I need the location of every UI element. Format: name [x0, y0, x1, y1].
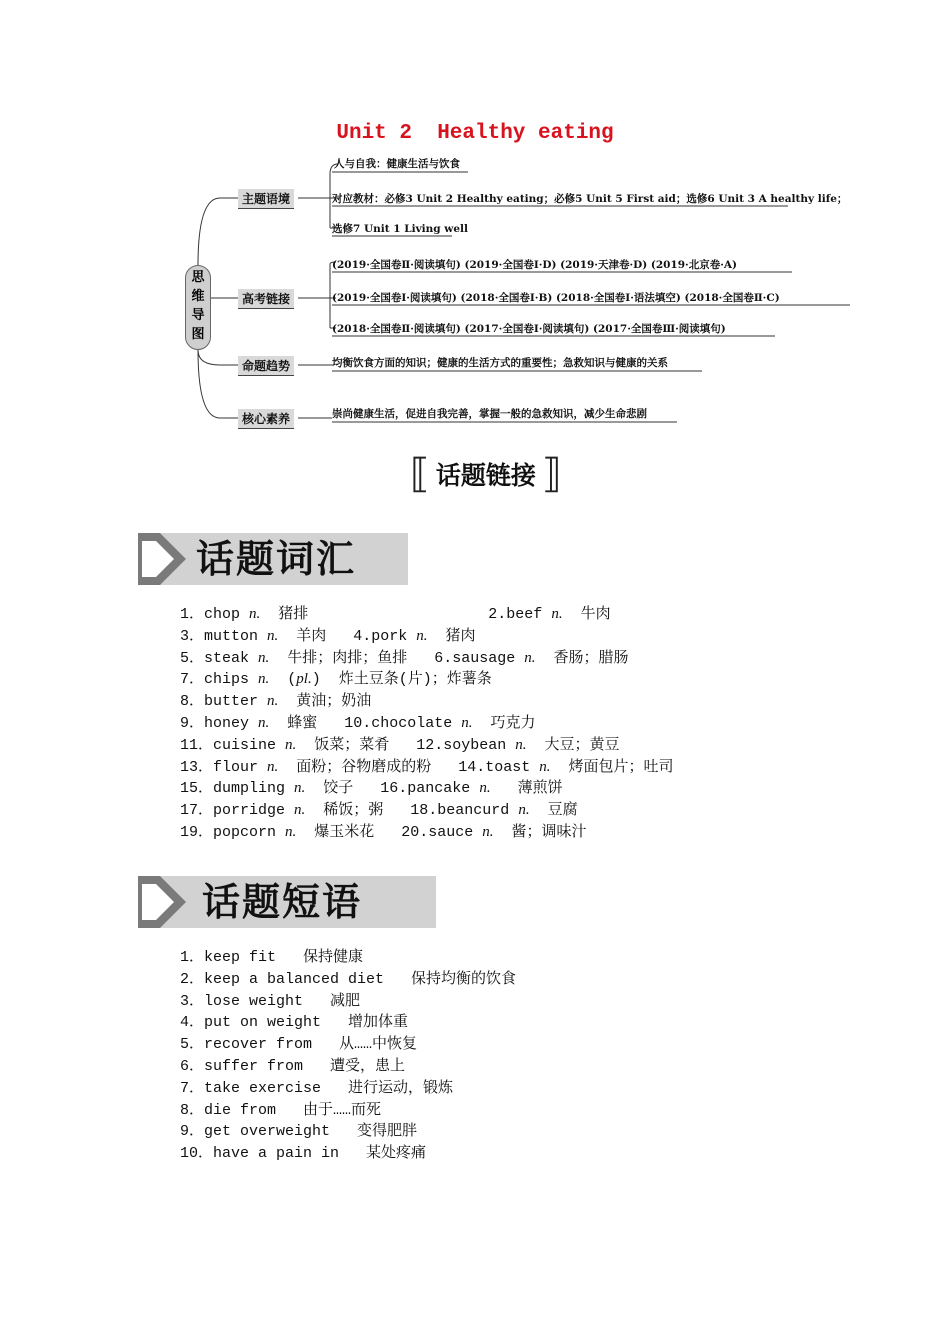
topic-link-label: 话题链接: [435, 461, 536, 490]
vocab-text: 巧克力: [472, 714, 536, 732]
branch-item: (2018·全国卷Ⅱ·阅读填句) (2017·全国卷Ⅰ·阅读填句) (2017·全国卷Ⅲ·阅读填句): [332, 323, 726, 335]
branch-trend: 命题趋势: [238, 356, 294, 376]
vocab-text: 猪排 2.beef: [260, 606, 552, 623]
vocab-text: 稀饭；粥 18.beancurd: [305, 802, 519, 820]
vocab-text: 薄煎饼: [490, 780, 563, 798]
vocab-item: [180, 778, 674, 800]
vocab-heading: 话题词汇: [196, 537, 357, 581]
phrase-banner: [138, 876, 436, 928]
part-of-speech: n.: [285, 736, 297, 753]
vocab-text: 1．chop: [180, 606, 250, 623]
vocab-item: [180, 713, 674, 735]
vocab-text: 豆腐: [529, 802, 578, 820]
vocab-text: ) 炸土豆条(片)；炸薯条: [311, 671, 492, 689]
phrase-list: [180, 947, 516, 1165]
phrase-item: 4．put on weight 增加体重: [180, 1014, 409, 1032]
vocab-item: [180, 648, 674, 670]
part-of-speech: n.: [479, 780, 491, 797]
branch-item: (2019·全国卷Ⅰ·阅读填句) (2018·全国卷Ⅰ·B) (2018·全国卷Ⅰ·语法填空) (2018·全国卷Ⅱ·C): [332, 292, 780, 304]
vocab-text: 蜂蜜 10.chocolate: [269, 714, 462, 732]
vocab-item: [180, 800, 674, 822]
vocab-text: 19．popcorn: [180, 823, 286, 841]
vocab-list: [180, 604, 674, 844]
vocab-text: 面粉；谷物磨成的粉 14.toast: [278, 758, 540, 776]
branch-item: 崇尚健康生活，促进自我完善，掌握一般的急救知识，减少生命悲剧: [332, 408, 647, 420]
vocab-text: 爆玉米花 20.sauce: [296, 823, 483, 841]
part-of-speech: n.: [461, 714, 473, 731]
part-of-speech: n.: [515, 736, 527, 753]
part-of-speech: n.: [416, 627, 428, 644]
vocab-text: 3．mutton: [180, 627, 268, 645]
phrase-item: 10．have a pain in 某处疼痛: [180, 1145, 427, 1163]
phrase-heading: 话题短语: [202, 880, 363, 924]
vocab-text: 11．cuisine: [180, 736, 286, 754]
vocab-text: 牛排；肉排；鱼排 6.sausage: [269, 649, 525, 667]
branch-topic-context: 主题语境: [238, 189, 294, 209]
part-of-speech: n.: [258, 714, 270, 731]
part-of-speech: n.: [258, 671, 270, 688]
part-of-speech: n.: [267, 693, 279, 710]
phrase-item: 9．get overweight 变得肥胖: [180, 1123, 418, 1141]
vocab-text: 香肠；腊肠: [535, 649, 629, 667]
vocab-item: [180, 691, 674, 713]
vocab-text: 9．honey: [180, 714, 259, 732]
part-of-speech: n.: [267, 758, 279, 775]
vocab-item: [180, 735, 674, 757]
left-bracket-icon: ⟦: [410, 451, 430, 497]
mind-map: [180, 150, 880, 440]
part-of-speech: n.: [267, 627, 279, 644]
vocab-text: 饭菜；菜肴 12.soybean: [296, 736, 516, 754]
vocab-text: 烤面包片；吐司: [550, 758, 674, 776]
vocab-text: 猪肉: [427, 627, 476, 645]
vocab-text: 8．butter: [180, 693, 268, 711]
arrow-icon: [138, 876, 190, 928]
phrase-item: 5．recover from 从……中恢复: [180, 1036, 418, 1054]
part-of-speech: n.: [294, 802, 306, 819]
phrase-item: 7．take exercise 进行运动，锻炼: [180, 1079, 454, 1097]
phrase-item: 2．keep a balanced diet 保持均衡的饮食: [180, 970, 517, 988]
vocab-text: 饺子 16.pancake: [305, 780, 480, 798]
part-of-speech: n.: [285, 823, 297, 840]
part-of-speech: n.: [249, 606, 261, 622]
vocab-text: 15．dumpling: [180, 780, 295, 798]
vocab-text: 黄油；奶油: [278, 693, 372, 711]
vocab-text: 7．chips: [180, 671, 259, 689]
branch-item: 选修7 Unit 1 Living well: [332, 223, 468, 235]
phrase-item: 1．keep fit 保持健康: [180, 949, 364, 966]
branch-core-literacy: 核心素养: [238, 409, 294, 429]
branch-item: (2019·全国卷Ⅱ·阅读填句) (2019·全国卷Ⅰ·D) (2019·天津卷·D) (2019·北京卷·A): [332, 259, 737, 271]
part-of-speech: n.: [518, 802, 530, 819]
part-of-speech: n.: [482, 823, 494, 840]
phrase-item: 3．lose weight 减肥: [180, 992, 361, 1010]
right-bracket-icon: ⟧: [541, 451, 562, 497]
arrow-icon: [138, 533, 190, 585]
phrase-item: 6．suffer from 遭受，患上: [180, 1057, 406, 1075]
vocab-item: [180, 822, 674, 844]
part-of-speech: n.: [539, 758, 551, 775]
vocab-item: [180, 626, 674, 648]
part-of-speech: n.: [524, 649, 536, 666]
vocab-text: 13．flour: [180, 758, 268, 776]
vocab-text: 17．porridge: [180, 802, 295, 820]
part-of-speech: n.: [551, 606, 563, 622]
branch-item: 对应教材：必修3 Unit 2 Healthy eating；必修5 Unit 5 First aid；选修6 Unit 3 A healthy life；: [332, 193, 848, 205]
vocab-item: [180, 604, 674, 626]
vocab-text: 大豆；黄豆: [526, 736, 620, 754]
vocab-banner: [138, 533, 408, 585]
topic-link-heading: [410, 451, 562, 497]
branch-exam-links: 高考链接: [238, 289, 294, 309]
vocab-item: [180, 669, 674, 691]
vocab-item: [180, 757, 674, 779]
vocab-text: 5．steak: [180, 649, 259, 667]
part-of-speech: n.: [294, 780, 306, 797]
vocab-text: 羊肉 4.pork: [278, 627, 417, 645]
phrase-item: 8．die from 由于……而死: [180, 1101, 382, 1119]
mind-map-root: 思维导图: [185, 265, 211, 350]
part-of-speech: pl.: [296, 671, 312, 688]
part-of-speech: n.: [258, 649, 270, 666]
branch-item: 人与自我：健康生活与饮食: [334, 158, 460, 170]
vocab-text: 酱；调味汁: [493, 823, 587, 841]
branch-item: 均衡饮食方面的知识；健康的生活方式的重要性；急救知识与健康的关系: [332, 357, 668, 369]
vocab-text: 牛肉: [562, 606, 611, 623]
page-title: Unit 2 Healthy eating: [336, 122, 614, 145]
vocab-text: (: [269, 671, 297, 689]
